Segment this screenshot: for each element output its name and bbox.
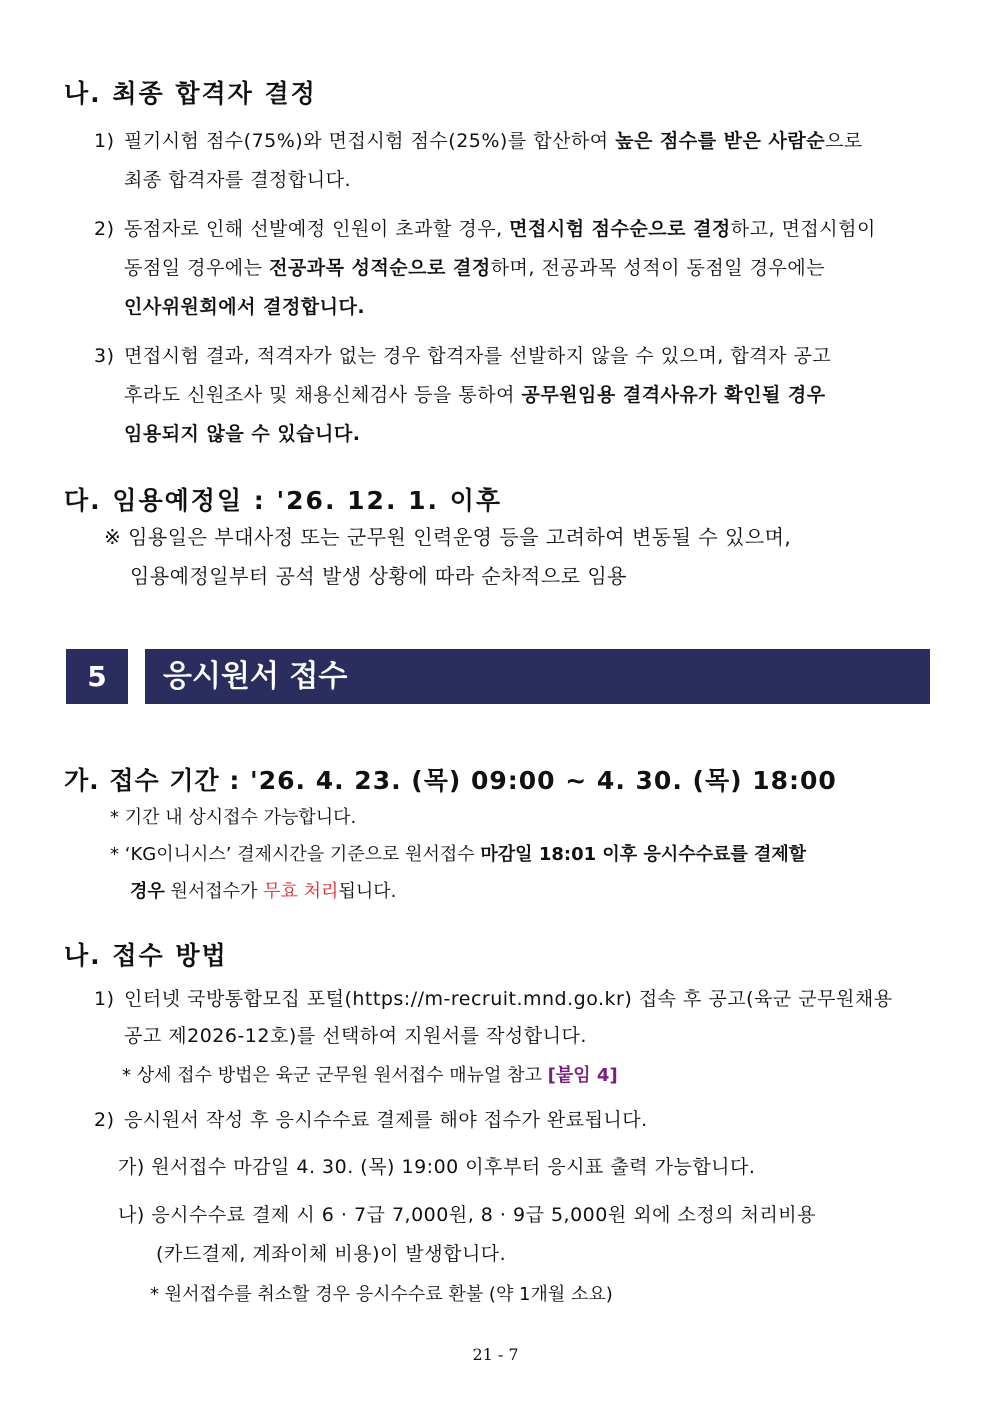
method-item1-note: * 상세 접수 방법은 육군 군무원 원서접수 매뉴얼 참고 [붙임 4] bbox=[122, 1065, 618, 1086]
method-item1-line2: 공고 제2026-12호)를 선택하여 지원서를 작성합니다. bbox=[124, 1025, 587, 1047]
method-item2-sub-ga: 가) 원서접수 마감일 4. 30. (목) 19:00 이후부터 응시표 출력 가능합니다. bbox=[118, 1156, 756, 1178]
final-item1-line2: 최종 합격자를 결정합니다. bbox=[124, 169, 352, 191]
appointment-note-line2: 임용예정일부터 공석 발생 상황에 따라 순차적으로 임용 bbox=[130, 564, 628, 588]
final-item2-line1: 동점자로 인해 선발예정 인원이 초과할 경우, 면접시험 점수순으로 결정하고, 면접시험이 bbox=[124, 218, 876, 240]
final-item3-line2: 후라도 신원조사 및 채용신체검사 등을 통하여 공무원임용 결격사유가 확인될 경우 bbox=[124, 384, 826, 406]
item-number: 2) bbox=[94, 1109, 115, 1131]
attachment-ref: [붙임 4] bbox=[547, 1065, 618, 1086]
section-title: 응시원서 접수 bbox=[145, 649, 930, 704]
method-item2-line1: 응시원서 작성 후 응시수수료 결제를 해야 접수가 완료됩니다. bbox=[124, 1109, 648, 1131]
method-item2-refund-note: * 원서접수를 취소할 경우 응시수수료 환불 (약 1개월 소요) bbox=[150, 1284, 613, 1305]
period-note2-line1: * ‘KG이니시스’ 결제시간을 기준으로 원서접수 마감일 18:01 이후 응시수수료를 결제할 bbox=[110, 844, 807, 865]
page-number: 21 - 7 bbox=[472, 1345, 519, 1364]
heading-application-method: 나. 접수 방법 bbox=[64, 941, 228, 970]
method-item2-sub-na-line2: (카드결제, 계좌이체 비용)이 발생합니다. bbox=[156, 1243, 507, 1265]
final-item2-line3: 인사위원회에서 결정합니다. bbox=[124, 296, 366, 318]
item-number: 2) bbox=[94, 218, 115, 240]
appointment-note-line1: ※ 임용일은 부대사정 또는 군무원 인력운영 등을 고려하여 변동될 수 있으며, bbox=[104, 525, 792, 549]
item-number: 1) bbox=[94, 130, 115, 152]
method-item1-line1: 인터넷 국방통합모집 포털(https://m-recruit.mnd.go.kr) 접속 후 공고(육군 군무원채용 bbox=[124, 988, 893, 1010]
period-note2-line2: 경우 원서접수가 무효 처리됩니다. bbox=[130, 881, 397, 902]
heading-application-period: 가. 접수 기간 : '26. 4. 23. (목) 09:00 ~ 4. 30. (목) 18:00 bbox=[64, 766, 837, 795]
heading-appointment-date: 다. 임용예정일 : '26. 12. 1. 이후 bbox=[64, 486, 503, 515]
heading-final-selection: 나. 최종 합격자 결정 bbox=[64, 79, 317, 108]
final-item2-line2: 동점일 경우에는 전공과목 성적순으로 결정하며, 전공과목 성적이 동점일 경우에는 bbox=[124, 257, 826, 279]
final-item1-line1: 필기시험 점수(75%)와 면접시험 점수(25%)를 합산하여 높은 점수를 받은 사람순으로 bbox=[124, 130, 863, 152]
method-item2-sub-na-line1: 나) 응시수수료 결제 시 6 · 7급 7,000원, 8 · 9급 5,000원 외에 소정의 처리비용 bbox=[118, 1204, 817, 1226]
section-number: 5 bbox=[66, 649, 128, 704]
item-number: 3) bbox=[94, 345, 115, 367]
item-number: 1) bbox=[94, 988, 115, 1010]
period-note1: * 기간 내 상시접수 가능합니다. bbox=[110, 807, 357, 828]
final-item3-line3: 임용되지 않을 수 있습니다. bbox=[124, 423, 361, 445]
final-item3-line1: 면접시험 결과, 적격자가 없는 경우 합격자를 선발하지 않을 수 있으며, 합격자 공고 bbox=[124, 345, 832, 367]
